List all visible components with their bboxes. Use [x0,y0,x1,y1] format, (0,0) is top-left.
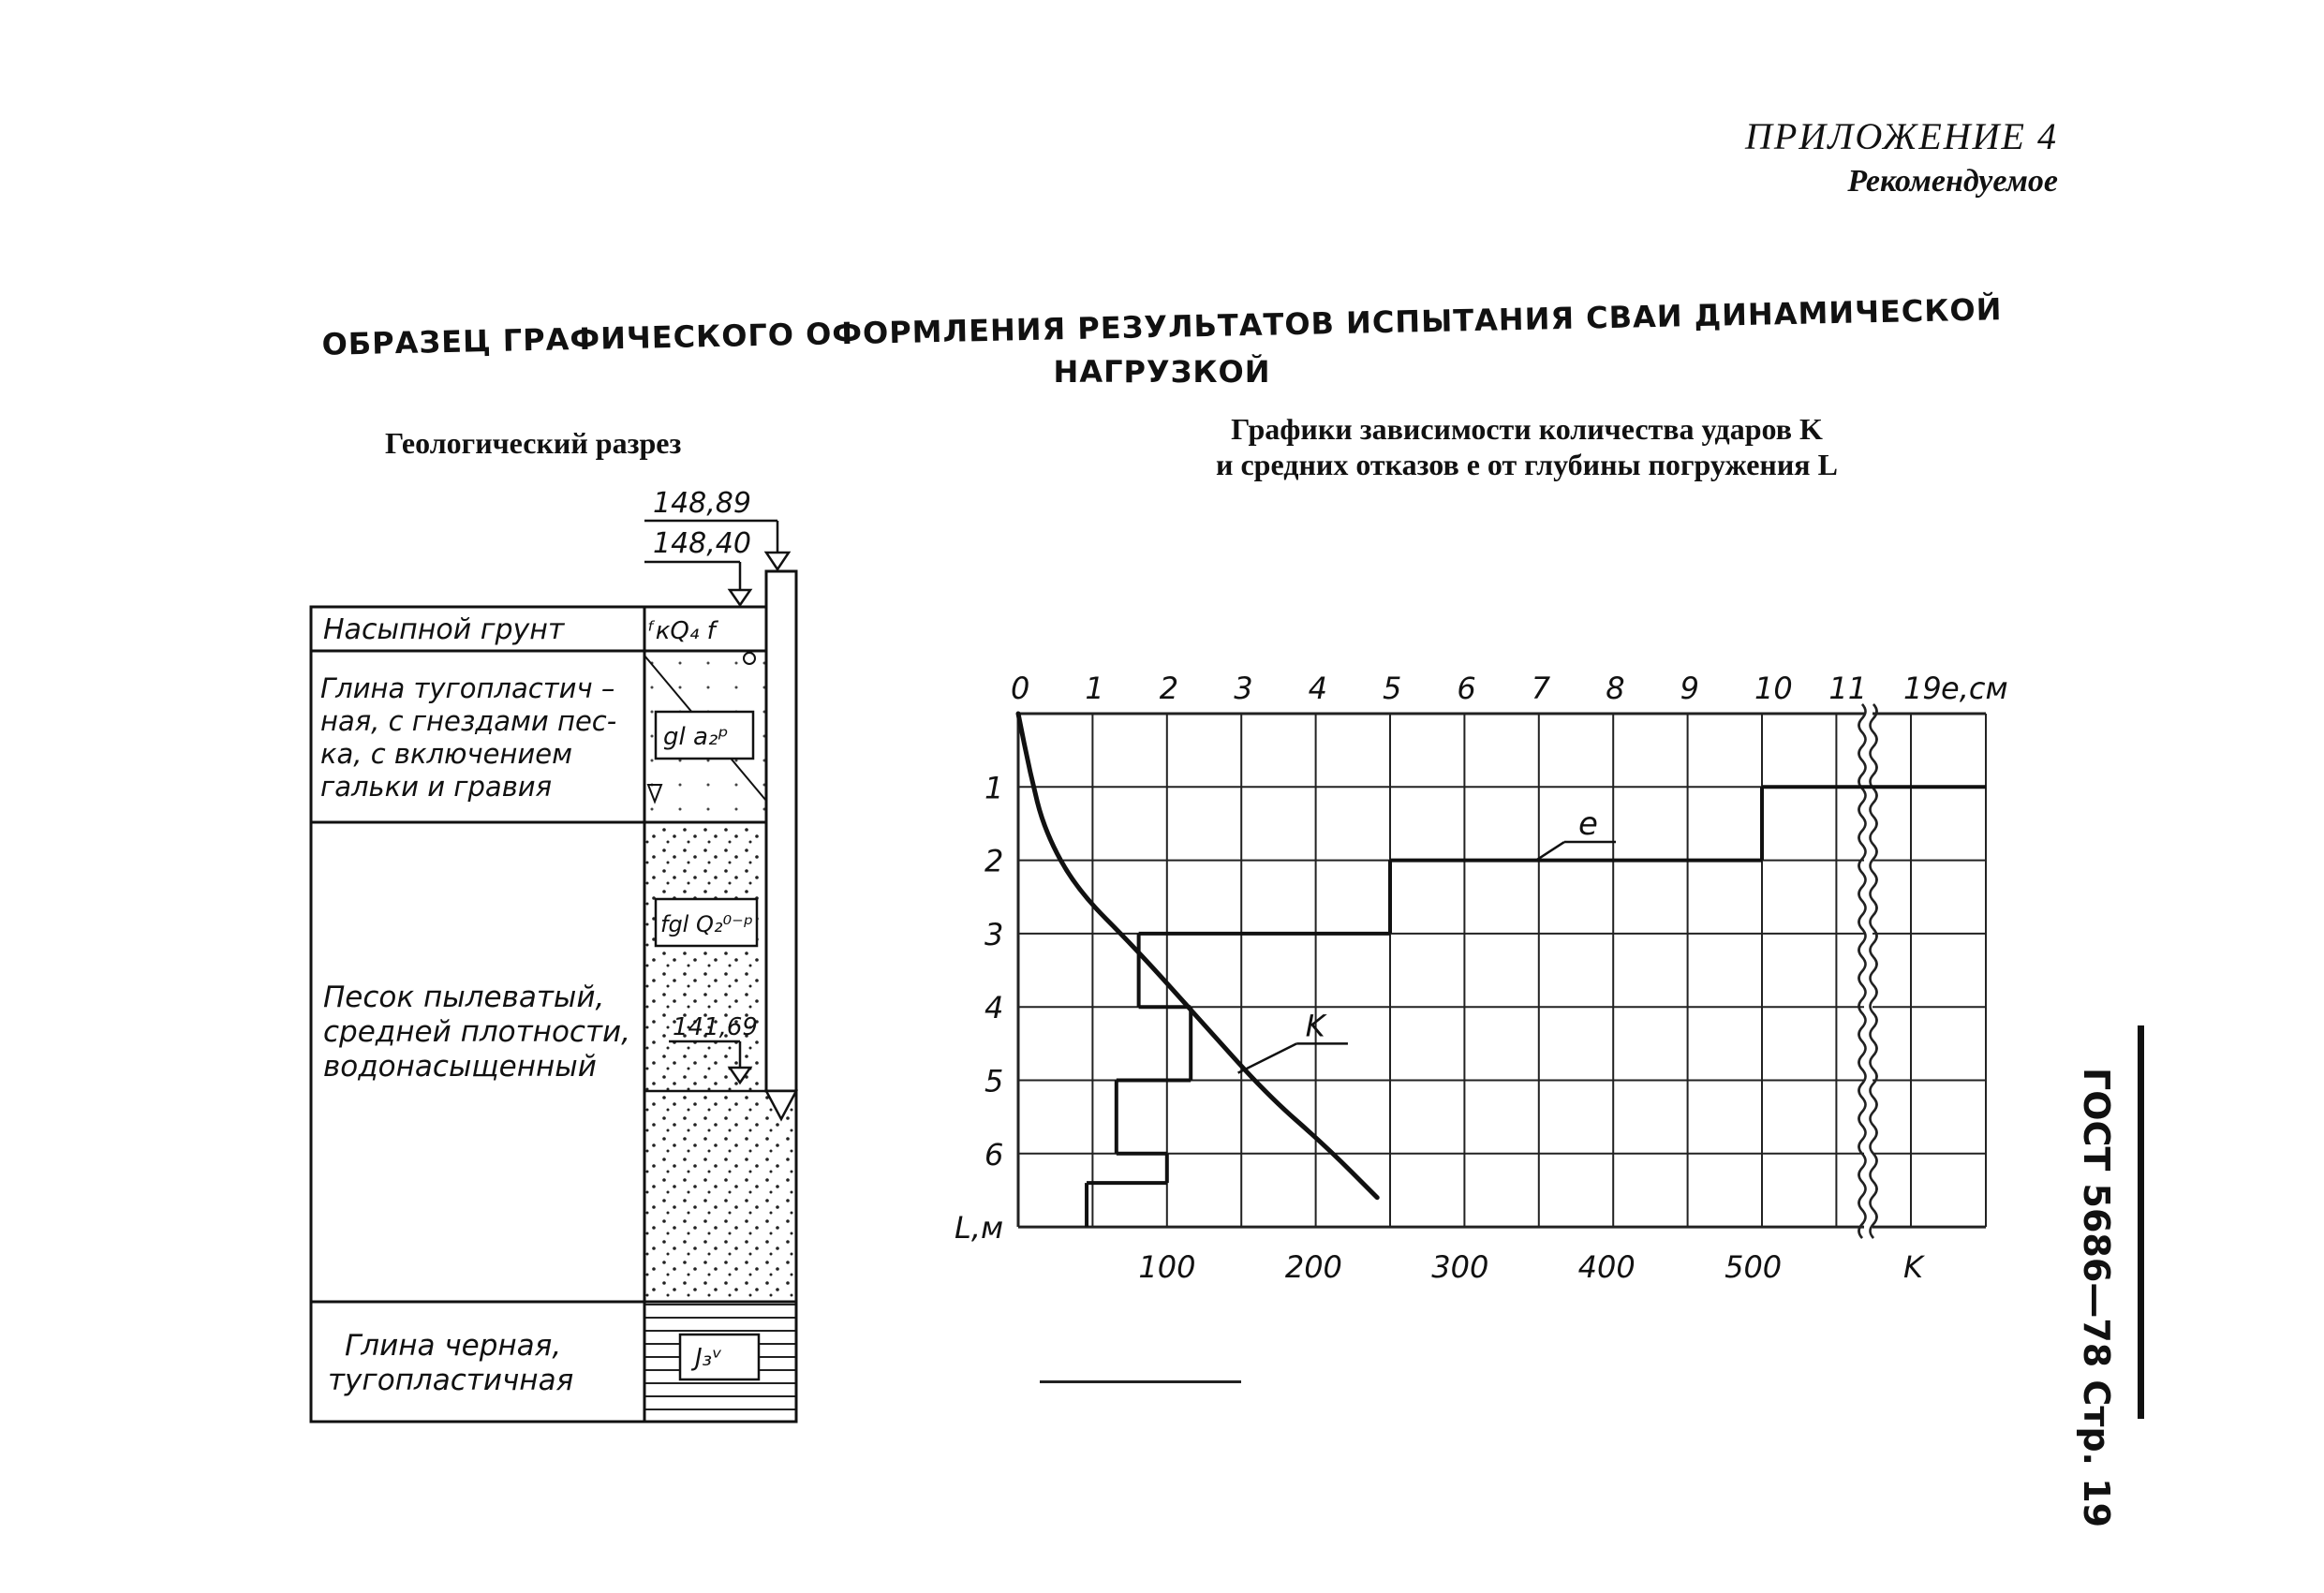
bottom-rule [1040,1380,1241,1383]
top-axis-tick-label: 10 [1754,671,1793,706]
top-axis-tick-label: 9 [1680,671,1699,706]
elevation-top-label: 148,89 [653,487,751,520]
bottom-axis-tick-label: 400 [1577,1249,1636,1286]
geology-heading: Геологический разрез [385,426,682,460]
layer3-label-line3: водонасыщенный [323,1050,597,1084]
left-axis-tick-label: 4 [984,990,1004,1026]
geological-section [281,468,824,1452]
chart-labels [955,671,2008,1285]
top-axis-tick-label: 4 [1308,671,1327,706]
bottom-axis-tick-label: 200 [1284,1249,1342,1286]
chart-caption-line2: и средних отказов e от глубины погружения L [1216,448,1838,481]
top-axis-tick-label: 7 [1531,671,1551,706]
margin-rule [2138,1025,2144,1419]
bottom-axis-tick-label: 100 [1138,1249,1196,1286]
layer3-label-line2: средней плотности, [323,1015,631,1049]
document-reference: ГОСТ 5686—78 Стр. 19 [2076,1068,2117,1528]
left-axis-tick-label: 2 [984,843,1004,879]
chart-series [1018,714,1986,1227]
layer4-code: J₃ᵛ [695,1344,722,1372]
bottom-axis-label: K [1903,1249,1923,1286]
bottom-axis-tick-label: 500 [1724,1249,1783,1286]
series-k-label: K [1305,1008,1325,1044]
left-axis-label: L,м [955,1210,1004,1246]
document-title-line1: ОБРАЗЕЦ ГРАФИЧЕСКОГО ОФОРМЛЕНИЯ РЕЗУЛЬТАТОВ ИСПЫТАНИЯ СВАИ ДИНАМИЧЕСКОЙ [321,291,2003,362]
top-axis-tick-label: 11 [1828,671,1868,706]
top-axis-tick-label: 1 [1085,671,1104,706]
top-axis-label: e,см [1941,671,2008,706]
layer1-code: ᶠкQ₄ f [648,617,716,645]
layer2-label-line3: ка, с включением [320,738,572,770]
series-e-leader [1536,842,1564,861]
elevation-pile-head-label: 148,40 [653,527,751,560]
series-e-label: e [1578,805,1598,844]
top-axis-tick-label: 8 [1606,671,1625,706]
appendix-label: ПРИЛОЖЕНИЕ 4 [1745,115,2058,157]
layer4-label-line1: Глина черная, [345,1329,562,1363]
series-k-leader [1238,1043,1297,1072]
layer3-label-line1: Песок пылеватый, [323,981,605,1014]
top-axis-tick-label: 6 [1457,671,1476,706]
left-axis-tick-label: 6 [984,1136,1004,1173]
top-axis-tick-label: 2 [1159,671,1179,706]
layer2-label-line4: гальки и гравия [320,771,553,803]
left-axis-tick-label: 1 [984,770,1004,806]
layer4-label-line2: тугопластичная [328,1364,574,1397]
chart-caption-line1: Графики зависимости количества ударов K [1231,412,1823,446]
driving-chart [937,656,2042,1330]
layer1-label: Насыпной грунт [323,613,565,646]
document-title-line2: НАГРУЗКОЙ [1053,354,1271,390]
elevation-pile-tip-label: 141,69 [673,1013,758,1041]
bottom-axis-tick-label: 300 [1431,1249,1489,1286]
left-axis-tick-label: 5 [984,1063,1004,1099]
layer2-code: gl a₂ᵖ [663,723,729,751]
layer3-code: fgl Q₂⁰⁻ᵖ [660,911,754,937]
layer2-label-line2: ная, с гнездами пес- [320,705,617,737]
recommended-label: Рекомендуемое [1847,164,2058,199]
left-axis-tick-label: 3 [984,916,1004,952]
layer2-label-line1: Глина тугопластич – [320,672,615,704]
top-axis-tick-label: 3 [1234,671,1253,706]
top-axis-tick-label: 0 [1011,671,1030,706]
top-axis-tick-label: 5 [1383,671,1402,706]
top-axis-tick-label: 19 [1903,671,1942,706]
chart-grid [1018,702,1986,1238]
